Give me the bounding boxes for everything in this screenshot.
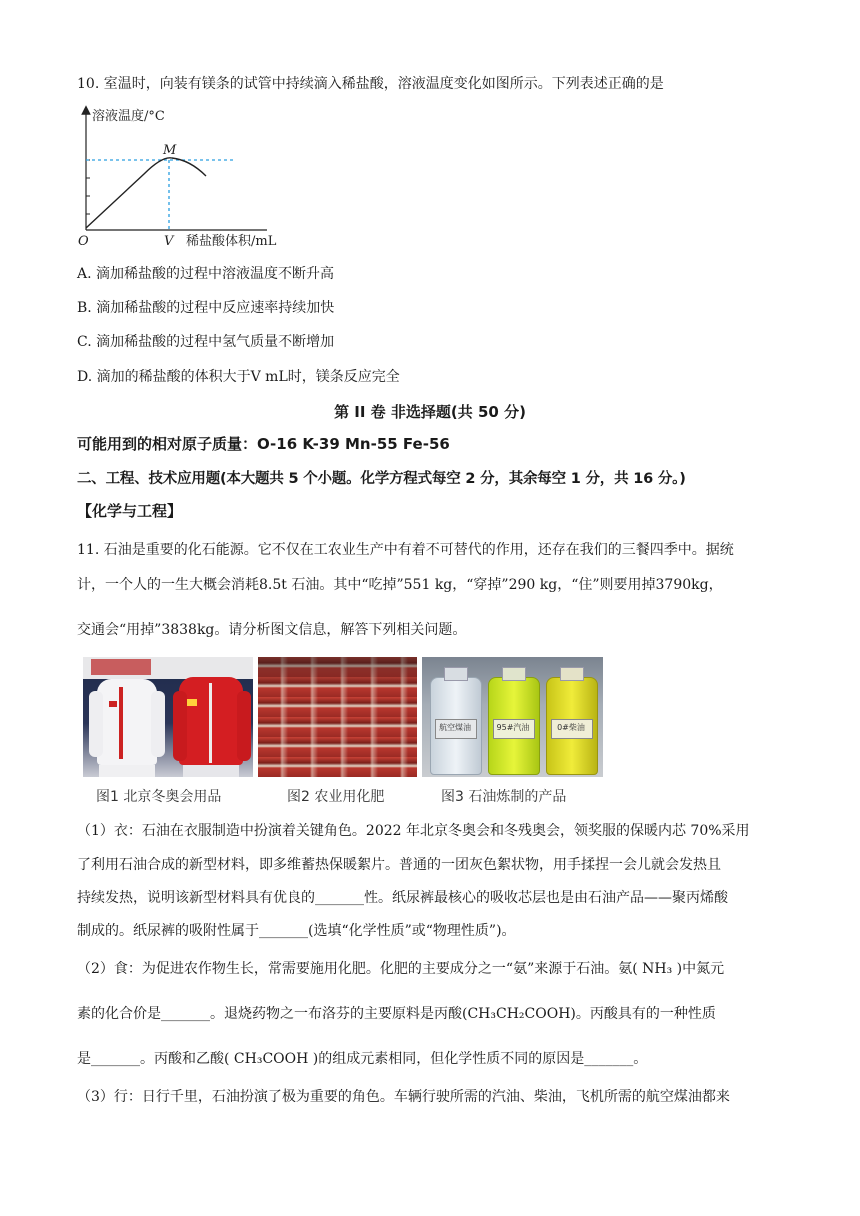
y-axis-label: 溶液温度/°C bbox=[92, 109, 165, 124]
temperature-graph bbox=[72, 102, 302, 252]
q10-option-b: B. 滴加稀盐酸的过程中反应速率持续加快 bbox=[77, 300, 335, 316]
caption-figure1: 图1 北京冬奥会用品 bbox=[96, 789, 222, 805]
figure1-olympic-jackets bbox=[83, 657, 253, 777]
section-title: 第 II 卷 非选择题(共 50 分) bbox=[334, 403, 526, 421]
q11-part3-line-1: （3）行：日行千里，石油扮演了极为重要的角色。车辆行驶所需的汽油、柴油，飞机所需的航空煤油都来 bbox=[77, 1089, 730, 1105]
caption-figure3: 图3 石油炼制的产品 bbox=[441, 789, 567, 805]
bottle-label-diesel: 0#柴油 bbox=[557, 723, 585, 732]
figure2-fertilizer-bags bbox=[258, 657, 417, 777]
x-axis-label: 稀盐酸体积/mL bbox=[186, 234, 277, 249]
q10-option-c: C. 滴加稀盐酸的过程中氢气质量不断增加 bbox=[77, 334, 335, 350]
q11-part1-line-3: 持续发热，说明该新型材料具有优良的_______性。纸尿裤最核心的吸收芯层也是由石油产品——聚丙烯酸 bbox=[77, 890, 728, 906]
q10-option-a: A. 滴加稀盐酸的过程中溶液温度不断升高 bbox=[77, 266, 335, 282]
q10-option-d: D. 滴加的稀盐酸的体积大于V mL时，镁条反应完全 bbox=[77, 369, 400, 385]
q11-part2-line-3: 是_______。丙酸和乙酸( CH₃COOH )的组成元素相同，但化学性质不同的原因是_______。 bbox=[77, 1051, 648, 1067]
q11-intro-line-2: 计，一个人的一生大概会消耗8.5t 石油。其中“吃掉”551 kg，“穿掉”290 kg，“住”则要用掉3790kg， bbox=[77, 577, 723, 593]
part-heading: 二、工程、技术应用题(本大题共 5 个小题。化学方程式每空 2 分，其余每空 1 分，共 16 分。) bbox=[77, 471, 686, 487]
bottle-label-gasoline: 95#汽油 bbox=[496, 723, 530, 732]
q11-part2-line-1: （2）食：为促进农作物生长，常需要施用化肥。化肥的主要成分之一“氨”来源于石油。氨( NH₃ )中氮元 bbox=[77, 961, 725, 977]
q10-stem: 10. 室温时，向装有镁条的试管中持续滴入稀盐酸，溶液温度变化如图所示。下列表述正确的是 bbox=[77, 76, 664, 92]
caption-figure2: 图2 农业用化肥 bbox=[287, 789, 385, 805]
origin-label: O bbox=[78, 234, 89, 249]
q11-part1-line-2: 了利用石油合成的新型材料，即多维蓄热保暖絮片。普通的一团灰色絮状物，用手揉捏一会儿就会发热且 bbox=[77, 857, 721, 873]
q11-part1-line-4: 制成的。纸尿裤的吸附性属于_______(选填“化学性质”或“物理性质”)。 bbox=[77, 923, 516, 939]
peak-label: M bbox=[163, 143, 177, 158]
q11-intro-line-1: 11. 石油是重要的化石能源。它不仅在工农业生产中有着不可替代的作用，还存在我们的三餐四季中。据统 bbox=[77, 542, 734, 558]
temperature-curve bbox=[86, 158, 206, 228]
q11-intro-line-3: 交通会“用掉”3838kg。请分析图文信息，解答下列相关问题。 bbox=[77, 622, 467, 638]
figure3-petroleum-bottles bbox=[422, 657, 603, 777]
v-label: V bbox=[164, 234, 174, 249]
bottle-label-jet-fuel: 航空煤油 bbox=[439, 723, 471, 732]
q11-part2-line-2: 素的化合价是_______。退烧药物之一布洛芬的主要原料是丙酸(CH₃CH₂COOH)。丙酸具有的一种性质 bbox=[77, 1006, 716, 1022]
q11-part1-line-1: （1）衣：石油在衣服制造中扮演着关键角色。2022 年北京冬奥会和冬残奥会，领奖服的保暖内芯 70%采用 bbox=[77, 823, 750, 839]
atomic-masses: 可能用到的相对原子质量：O-16 K-39 Mn-55 Fe-56 bbox=[77, 435, 450, 453]
subheading: 【化学与工程】 bbox=[77, 502, 183, 520]
